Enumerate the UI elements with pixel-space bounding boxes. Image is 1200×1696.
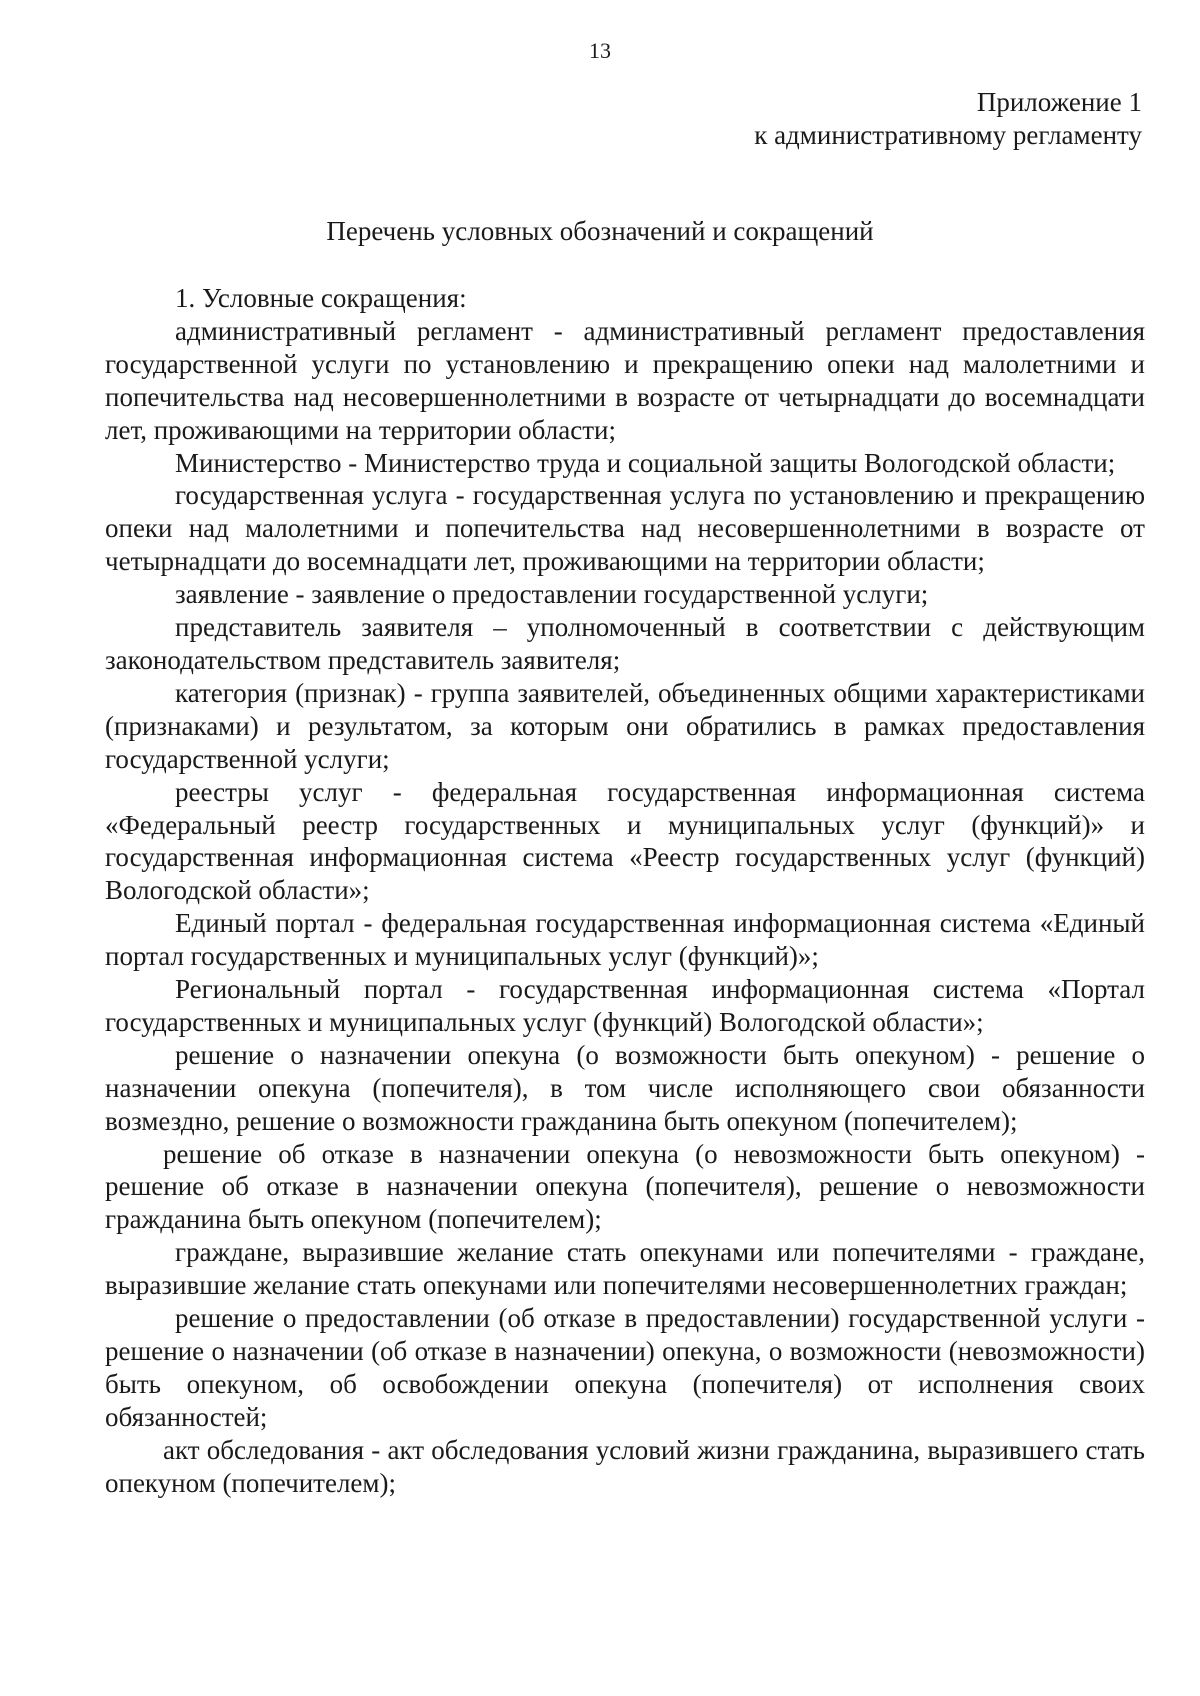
definition-paragraph: реестры услуг - федеральная государственная информационная система «Федеральный реестр государственных и муниципальных услуг (функций)» и государственная информационная система «Реестр государственных услуг (функций) Вологодской области»; <box>105 776 1145 906</box>
definition-paragraph: решение об отказе в назначении опекуна (о невозможности быть опекуном) - решение об отказе в назначении опекуна (попечителя), решение о невозможности гражданина быть опекуном (попечителем); <box>105 1138 1145 1235</box>
definition-paragraph: решение о назначении опекуна (о возможности быть опекуном) - решение о назначении опекуна (попечителя), в том числе исполняющего свои обязанности возмездно, решение о возможности гражданина быть опекуном (попечителем); <box>105 1039 1145 1136</box>
definition-paragraph: Региональный портал - государственная информационная система «Портал государственных и муниципальных услуг (функций) Вологодской области»; <box>105 974 1145 1037</box>
definition-paragraph: Министерство - Министерство труда и социальной защиты Вологодской области; <box>175 447 1116 478</box>
section-heading: 1. Условные сокращения: <box>175 283 467 313</box>
document-body <box>105 282 1145 1500</box>
appendix-header <box>754 86 1142 152</box>
definition-paragraph: граждане, выразившие желание стать опекунами или попечителями - граждане, выразившие желание стать опекунами или попечителями несовершеннолетних граждан; <box>105 1237 1145 1301</box>
appendix-line-2: к административному регламенту <box>754 120 1142 150</box>
page-number: 13 <box>589 38 611 63</box>
definition-paragraph: заявление - заявление о предоставлении государственной услуги; <box>175 579 929 610</box>
definition-paragraph: акт обследования - акт обследования условий жизни гражданина, выразившего стать опекуном (попечителем); <box>105 1434 1145 1498</box>
appendix-line-1: Приложение 1 <box>976 87 1142 117</box>
definition-paragraph: категория (признак) - группа заявителей, объединенных общими характеристиками (признаками) и результатом, за которым они обратились в рамках предоставления государственной услуги; <box>105 677 1145 774</box>
document-title: Перечень условных обозначений и сокращений <box>326 216 874 246</box>
definition-paragraph: административный регламент - административный регламент предоставления государственной услуги по установлению и прекращению опеки над малолетними и попечительства над несовершеннолетними в возрасте от четырнадцати до восемнадцати лет, проживающими на территории области; <box>105 315 1145 445</box>
definition-paragraph: Единый портал - федеральная государственная информационная система «Единый портал государственных и муниципальных услуг (функций)»; <box>105 908 1145 972</box>
definition-paragraph: представитель заявителя – уполномоченный в соответствии с действующим законодательством представитель заявителя; <box>105 612 1145 675</box>
definition-paragraph: государственная услуга - государственная услуга по установлению и прекращению опеки над малолетними и попечительства над несовершеннолетними в возрасте от четырнадцати до восемнадцати лет, проживающими на территории области; <box>105 480 1145 577</box>
definition-paragraph: решение о предоставлении (об отказе в предоставлении) государственной услуги - решение о назначении (об отказе в назначении) опекуна, о возможности (невозможности) быть опекуном, об освобождении опекуна (попечителя) от исполнения своих обязанностей; <box>105 1303 1145 1432</box>
